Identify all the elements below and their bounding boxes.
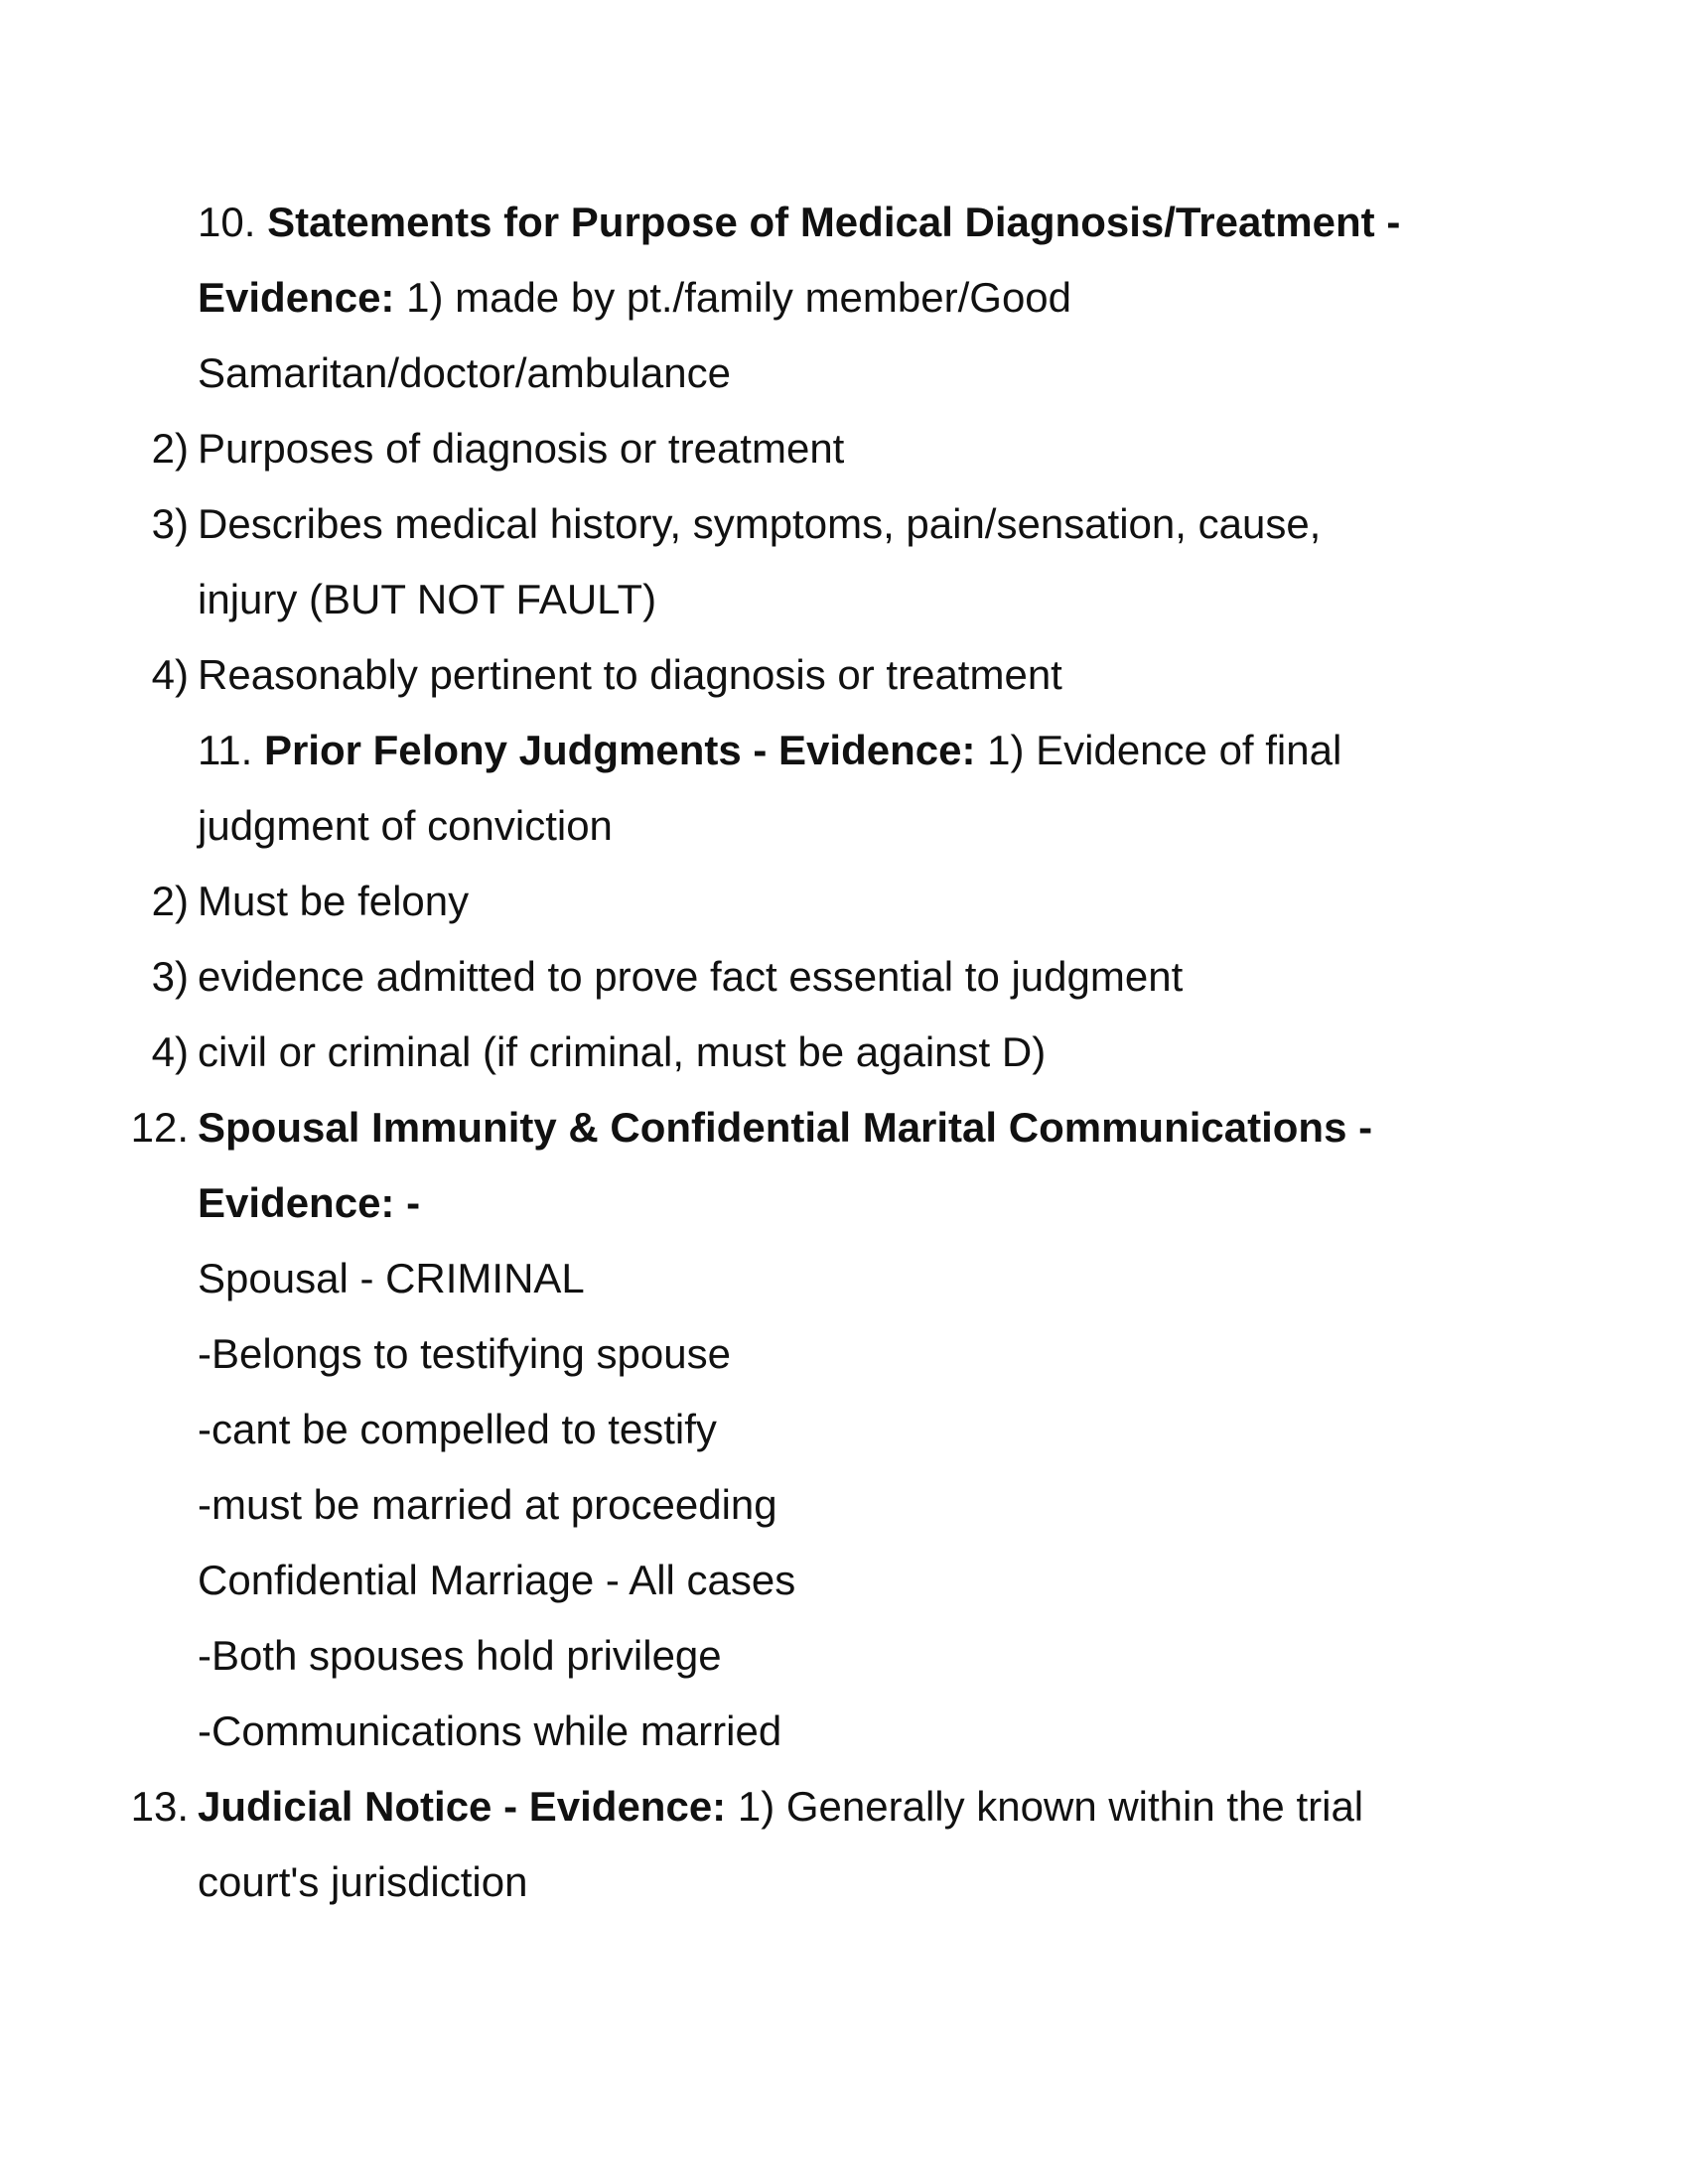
- s11-item-4: [0, 1015, 1688, 1090]
- s11-item-4-num: 4): [151, 1028, 189, 1075]
- s12-line-7: [0, 1694, 1688, 1769]
- s11-heading-line: [0, 713, 1688, 788]
- s10-heading2: Evidence:: [198, 274, 395, 321]
- s12-heading-line-2: [0, 1165, 1688, 1241]
- s10-item-3-cont-text: injury (BUT NOT FAULT): [198, 576, 657, 622]
- s12-line-2-text: -Belongs to testifying spouse: [198, 1330, 731, 1377]
- s10-item-3-cont: [0, 562, 1688, 637]
- s11-number: 11.: [198, 727, 253, 773]
- s10-item-3-num: 3): [151, 500, 189, 547]
- s10-item-4-num: 4): [151, 651, 189, 698]
- s12-line-7-text: -Communications while married: [198, 1707, 782, 1754]
- s12-line-6: [0, 1618, 1688, 1694]
- s12-line-4-text: -must be married at proceeding: [198, 1481, 777, 1528]
- s10-heading: Statements for Purpose of Medical Diagnosis/Treatment -: [267, 199, 1401, 245]
- s12-line-2: [0, 1316, 1688, 1392]
- s10-item-2-text: Purposes of diagnosis or treatment: [198, 425, 845, 472]
- s13-heading-line: [0, 1769, 1688, 1844]
- s12-heading-line: [0, 1090, 1688, 1165]
- s12-line-3-text: -cant be compelled to testify: [198, 1406, 717, 1452]
- s10-item-2: [0, 411, 1688, 486]
- s12-line-4: [0, 1467, 1688, 1543]
- s12-line-5: [0, 1543, 1688, 1618]
- s12-line-6-text: -Both spouses hold privilege: [198, 1632, 722, 1679]
- s12-line-1: [0, 1241, 1688, 1316]
- s13-point1: 1) Generally known within the trial: [737, 1783, 1364, 1830]
- s10-item-3-text: Describes medical history, symptoms, pain/sensation, cause,: [198, 500, 1322, 547]
- s13-heading: Judicial Notice - Evidence:: [198, 1783, 727, 1830]
- s12-number: 12.: [130, 1104, 189, 1151]
- s11-point1-cont: judgment of conviction: [198, 802, 613, 849]
- s11-item-2-num: 2): [151, 878, 189, 924]
- s12-heading2: Evidence: -: [198, 1179, 421, 1226]
- s10-heading-line: [0, 185, 1688, 260]
- s11-item-4-text: civil or criminal (if criminal, must be against D): [198, 1028, 1047, 1075]
- s10-point1-cont: Samaritan/doctor/ambulance: [198, 349, 731, 396]
- s11-item-3: [0, 939, 1688, 1015]
- s10-heading-line-2: [0, 260, 1688, 336]
- s12-heading: Spousal Immunity & Confidential Marital Communications -: [198, 1104, 1373, 1151]
- s11-item-3-num: 3): [151, 953, 189, 1000]
- s10-point1-cont-line: [0, 336, 1688, 411]
- s10-item-4: [0, 637, 1688, 713]
- s11-point1: 1) Evidence of final: [987, 727, 1342, 773]
- s12-line-3: [0, 1392, 1688, 1467]
- s13-number: 13.: [130, 1783, 189, 1830]
- s11-item-2-text: Must be felony: [198, 878, 470, 924]
- s11-item-3-text: evidence admitted to prove fact essential to judgment: [198, 953, 1184, 1000]
- s10-item-4-text: Reasonably pertinent to diagnosis or treatment: [198, 651, 1062, 698]
- s12-line-5-text: Confidential Marriage - All cases: [198, 1557, 796, 1603]
- s10-number: 10.: [198, 199, 256, 245]
- s12-line-1-text: Spousal - CRIMINAL: [198, 1255, 585, 1301]
- s11-heading: Prior Felony Judgments - Evidence:: [263, 727, 976, 773]
- s13-point1-cont-line: [0, 1844, 1688, 1920]
- s11-item-2: [0, 864, 1688, 939]
- s11-point1-cont-line: [0, 788, 1688, 864]
- s10-item-2-num: 2): [151, 425, 189, 472]
- s13-point1-cont: court's jurisdiction: [198, 1858, 528, 1905]
- s10-heading-text: [198, 185, 1400, 260]
- s10-item-3: [0, 486, 1688, 562]
- s10-point1: 1) made by pt./family member/Good: [406, 274, 1072, 321]
